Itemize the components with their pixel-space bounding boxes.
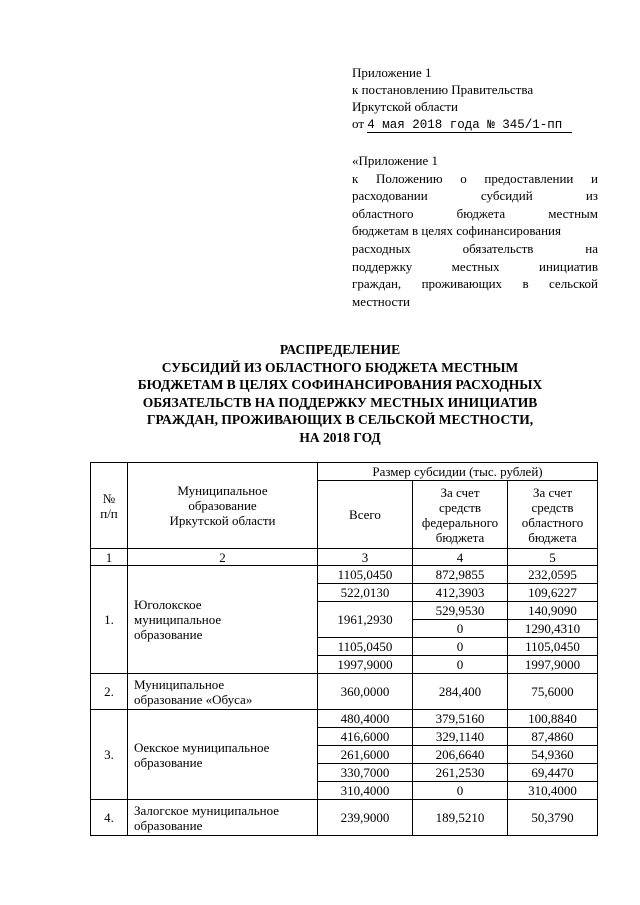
column-number: 5 [508, 549, 598, 566]
annex-quote-line: граждан, проживающих в сельской [352, 276, 598, 292]
total-cell: 360,0000 [318, 674, 413, 710]
annex-quote-line: областного бюджета местным [352, 205, 598, 221]
regional-cell: 54,9360 [508, 746, 598, 764]
table-row [91, 710, 598, 728]
federal-cell: 206,6640 [413, 746, 508, 764]
subsidy-table [90, 462, 598, 836]
row-number: 4. [91, 800, 128, 836]
annex-quote-line: к Положению о предоставлении и [352, 170, 598, 186]
annex-date-prefix: от [352, 116, 365, 131]
table-header-row [91, 463, 598, 481]
annex-quote-line: расходовании субсидий из [352, 188, 598, 204]
header-num: № п/п [91, 463, 128, 549]
total-cell: 239,9000 [318, 800, 413, 836]
row-number: 3. [91, 710, 128, 800]
header-municipality: Муниципальное образование Иркутской области [128, 463, 318, 549]
federal-cell: 379,5160 [413, 710, 508, 728]
row-number: 1. [91, 566, 128, 674]
federal-cell: 872,9855 [413, 566, 508, 584]
municipality-name: Залогское муниципальное образование [128, 800, 318, 836]
regional-cell: 100,8840 [508, 710, 598, 728]
annex-quote-line: «Приложение 1 [352, 153, 439, 168]
title-line: БЮДЖЕТАМ В ЦЕЛЯХ СОФИНАНСИРОВАНИЯ РАСХОДНЫХ [137, 377, 543, 392]
column-number: 1 [91, 549, 128, 566]
annex-date-line [352, 115, 572, 134]
annex-quote-line: расходных обязательств на [352, 240, 598, 256]
regional-cell: 75,6000 [508, 674, 598, 710]
federal-cell: 329,1140 [413, 728, 508, 746]
federal-cell: 261,2530 [413, 764, 508, 782]
header-regional: За счет средств областного бюджета [508, 481, 598, 549]
annex-block [352, 64, 572, 134]
federal-cell: 189,5210 [413, 800, 508, 836]
total-cell: 522,0130 [318, 584, 413, 602]
regional-cell: 1290,4310 [508, 620, 598, 638]
annex-line-2: к постановлению Правительства [352, 82, 534, 97]
federal-cell: 529,9530 [413, 602, 508, 620]
annex-quote-block [352, 152, 598, 310]
document-title [90, 341, 590, 446]
total-cell: 330,7000 [318, 764, 413, 782]
title-line: ГРАЖДАН, ПРОЖИВАЮЩИХ В СЕЛЬСКОЙ МЕСТНОСТИ, [146, 412, 534, 427]
municipality-name: Юголокское муниципальное образование [128, 566, 318, 674]
federal-cell: 0 [413, 782, 508, 800]
header-subsidy-size: Размер субсидии (тыс. рублей) [318, 463, 598, 481]
regional-cell: 87,4860 [508, 728, 598, 746]
row-number: 2. [91, 674, 128, 710]
column-number: 4 [413, 549, 508, 566]
federal-cell: 284,400 [413, 674, 508, 710]
total-cell: 416,6000 [318, 728, 413, 746]
table-row [91, 800, 598, 836]
regional-cell: 69,4470 [508, 764, 598, 782]
column-number: 2 [128, 549, 318, 566]
regional-cell: 310,4000 [508, 782, 598, 800]
title-line: ОБЯЗАТЕЛЬСТВ НА ПОДДЕРЖКУ МЕСТНЫХ ИНИЦИАТИВ [142, 394, 538, 410]
annex-quote-line: бюджетам в целях софинансирования [352, 223, 561, 239]
title-line: РАСПРЕДЕЛЕНИЕ [279, 342, 401, 357]
total-cell: 1997,9000 [318, 656, 413, 674]
regional-cell: 232,0595 [508, 566, 598, 584]
column-number-row [91, 549, 598, 566]
table-row [91, 566, 598, 584]
federal-cell: 0 [413, 620, 508, 638]
regional-cell: 1105,0450 [508, 638, 598, 656]
annex-quote-line: поддержку местных инициатив [352, 258, 598, 274]
municipality-name: Оекское муниципальное образование [128, 710, 318, 800]
header-federal: За счет средств федерального бюджета [413, 481, 508, 549]
annex-quote-line: местности [352, 293, 410, 309]
title-line: НА 2018 ГОД [299, 429, 381, 445]
federal-cell: 0 [413, 638, 508, 656]
total-cell: 310,4000 [318, 782, 413, 800]
regional-cell: 1997,9000 [508, 656, 598, 674]
annex-line-3: Иркутской области [352, 99, 458, 114]
federal-cell: 0 [413, 656, 508, 674]
municipality-name: Муниципальное образование «Обуса» [128, 674, 318, 710]
total-cell: 480,4000 [318, 710, 413, 728]
regional-cell: 50,3790 [508, 800, 598, 836]
annex-line-1: Приложение 1 [352, 65, 432, 80]
table-row [91, 674, 598, 710]
column-number: 3 [318, 549, 413, 566]
regional-cell: 109,6227 [508, 584, 598, 602]
total-cell: 261,6000 [318, 746, 413, 764]
header-total: Всего [318, 481, 413, 549]
regional-cell: 140,9090 [508, 602, 598, 620]
total-cell: 1105,0450 [318, 566, 413, 584]
total-cell: 1105,0450 [318, 638, 413, 656]
title-line: СУБСИДИЙ ИЗ ОБЛАСТНОГО БЮДЖЕТА МЕСТНЫМ [161, 359, 519, 375]
annex-date-value: 4 мая 2018 года № 345/1-пп [367, 118, 572, 133]
federal-cell: 412,3903 [413, 584, 508, 602]
total-cell: 1961,2930 [318, 602, 413, 638]
